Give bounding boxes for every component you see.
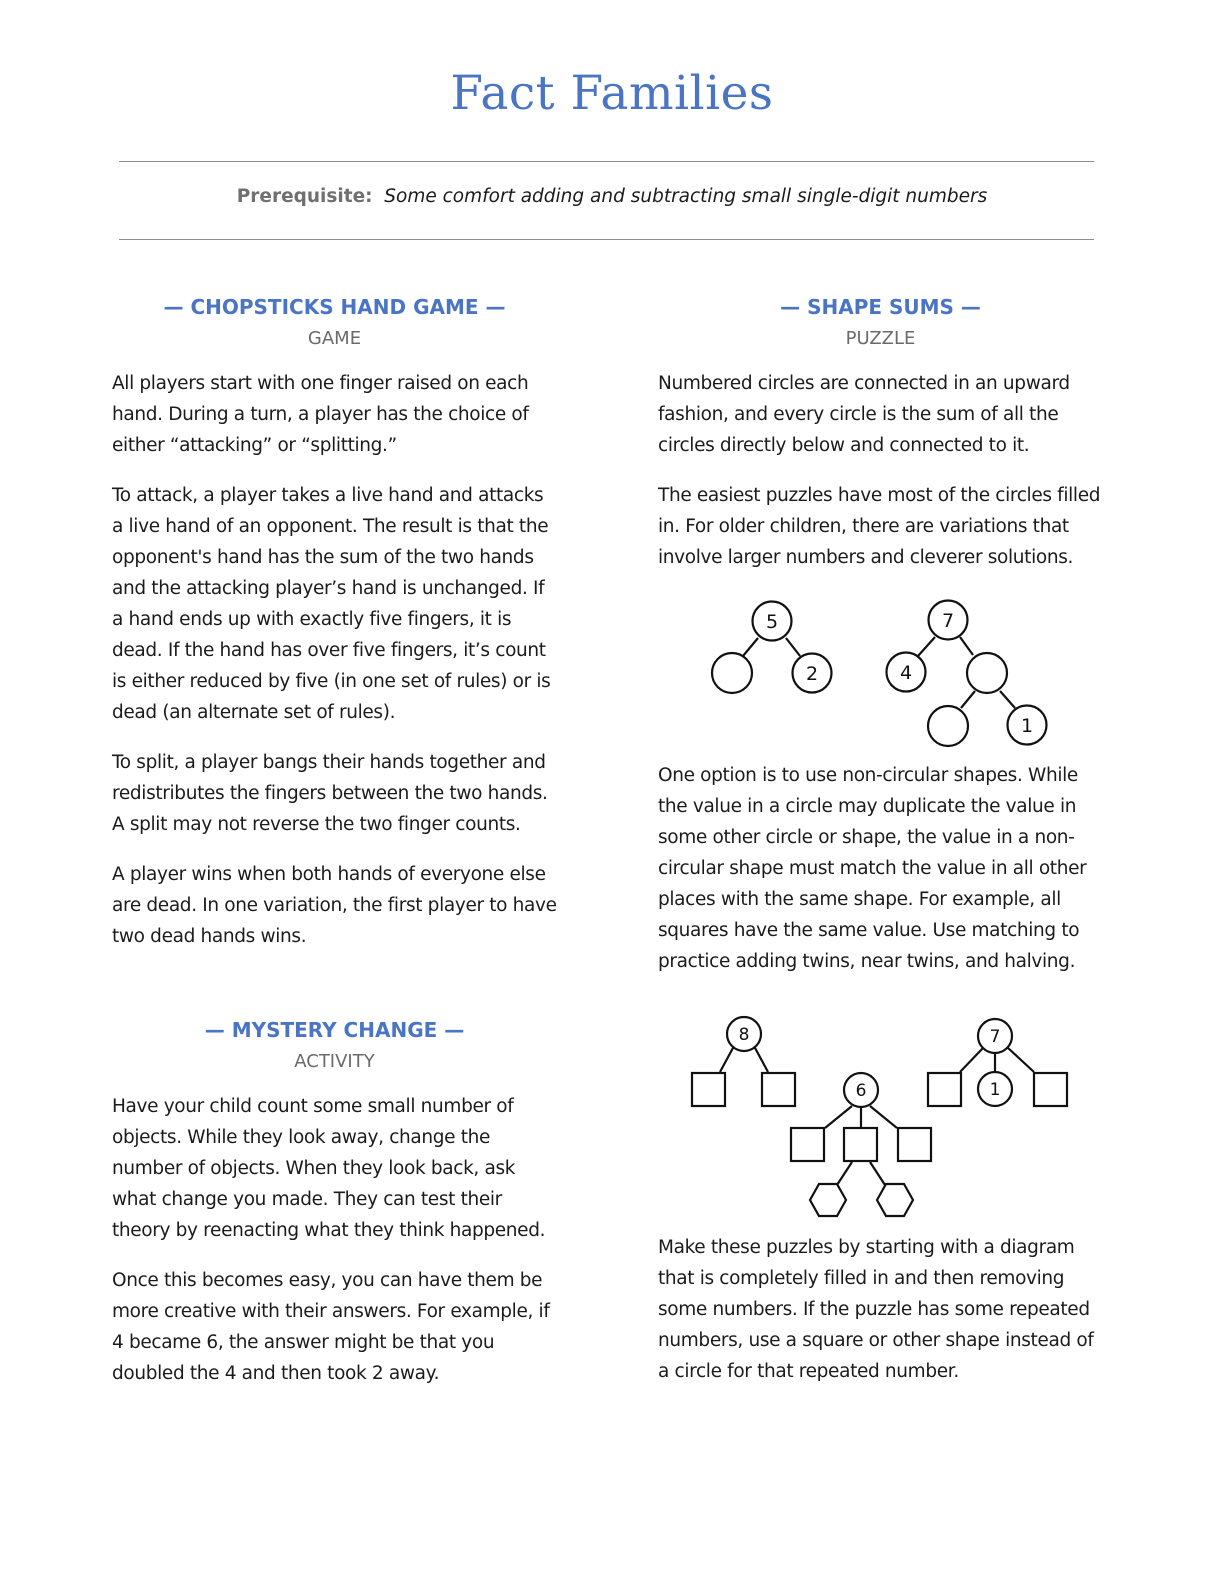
chopsticks-paragraph: To split, a player bangs their hands together and redistributes the fingers between the two hands. A split may not reverse the two finger counts.	[112, 752, 548, 835]
shape-tree-c-left-square	[928, 1073, 961, 1106]
shape-sums-paragraph: Make these puzzles by starting with a diagram that is completely filled in and then removing some numbers. If the puzzle has some repeated numbers, use a square or other shape instead of a circle for that repeated number.	[658, 1237, 1094, 1382]
mystery-paragraph: Have your child count some small number of objects. While they look away, change the number of objects. When they look back, ask what change you made. They can test their theory by reenacting what they think happened.	[112, 1096, 546, 1241]
mystery-section	[112, 1017, 557, 1408]
tree-a-top-label: 5	[765, 611, 779, 633]
shape-sums-bottom-text	[658, 1232, 1103, 1406]
shape-tree-diagram	[680, 1010, 1080, 1225]
prerequisite-label: Prerequisite:	[236, 186, 373, 207]
chopsticks-paragraph: To attack, a player takes a live hand and attacks a live hand of an opponent. The result is that the opponent's hand has the sum of the two hands and the attacking player’s hand is unchanged. If a hand ends up with exactly five fingers, it is dead. If the hand has over five fingers, it’s count is either reduced by five (in one set of rules) or is dead (an alternate set of rules).	[112, 485, 551, 723]
tree-b-top-label: 7	[941, 610, 955, 632]
top-divider	[119, 161, 1094, 162]
shape-sums-paragraph: One option is to use non-circular shapes. While the value in a circle may duplicate the value in some other circle or shape, the value in a non-circular shape must match the value in all other places with the same shape. For example, all squares have the same value. Use matching to practice adding twins, near twins, and halving.	[658, 765, 1087, 972]
shape-tree-c-right-square	[1034, 1073, 1067, 1106]
shape-sums-subtitle: PUZZLE	[845, 328, 916, 349]
mystery-subtitle: ACTIVITY	[294, 1051, 375, 1072]
shape-sums-title: — SHAPE SUMS —	[780, 295, 981, 319]
shape-sums-paragraph: Numbered circles are connected in an upward fashion, and every circle is the sum of all the circles directly below and connected to it.	[658, 373, 1070, 456]
mystery-title: — MYSTERY CHANGE —	[204, 1018, 465, 1042]
shape-tree-c-top-label: 7	[989, 1027, 1001, 1047]
chopsticks-section	[112, 294, 557, 971]
chopsticks-subtitle: GAME	[307, 328, 362, 349]
shape-sums-section	[658, 294, 1103, 592]
chopsticks-title: — CHOPSTICKS HAND GAME —	[163, 295, 506, 319]
prerequisite-value: Some comfort adding and subtracting small single-digit numbers	[384, 186, 988, 207]
shape-sums-paragraph: The easiest puzzles have most of the circles filled in. For older children, there are variations that involve larger numbers and cleverer solutions.	[658, 485, 1101, 568]
bottom-divider	[119, 239, 1094, 240]
tree-b-left-label: 4	[899, 662, 913, 684]
shape-tree-a-top-label: 8	[738, 1025, 750, 1045]
tree-a-right-label: 2	[805, 663, 819, 685]
tree-a-left-circle	[712, 653, 752, 693]
shape-sums-mid-text	[658, 760, 1103, 996]
shape-tree-b-left-square	[791, 1128, 824, 1161]
shape-tree-b-left-hexagon	[810, 1184, 846, 1216]
chopsticks-paragraph: A player wins when both hands of everyone else are dead. In one variation, the first player to have two dead hands wins.	[112, 864, 557, 947]
tree-b-bottom-left-circle	[928, 706, 968, 746]
mystery-paragraph: Once this becomes easy, you can have them be more creative with their answers. For example, if 4 became 6, the answer might be that you doubled the 4 and then took 2 away.	[112, 1270, 550, 1384]
shape-tree-b-top-label: 6	[855, 1081, 867, 1101]
shape-tree-a-left-square	[692, 1073, 725, 1106]
shape-tree-c-mid-label: 1	[989, 1080, 1001, 1100]
chopsticks-paragraph: All players start with one finger raised on each hand. During a turn, a player has the choice of either “attacking” or “splitting.”	[112, 373, 529, 456]
tree-b-bottom-right-label: 1	[1020, 715, 1034, 737]
circle-tree-diagram	[700, 595, 1060, 755]
shape-tree-a-right-square	[762, 1073, 795, 1106]
prerequisite-line	[0, 186, 1224, 207]
tree-b-mid-circle	[967, 653, 1007, 693]
shape-tree-b-right-hexagon	[877, 1184, 913, 1216]
page-title: Fact Families	[450, 66, 774, 121]
shape-tree-b-right-square	[898, 1128, 931, 1161]
shape-tree-b-mid-square	[844, 1128, 877, 1161]
